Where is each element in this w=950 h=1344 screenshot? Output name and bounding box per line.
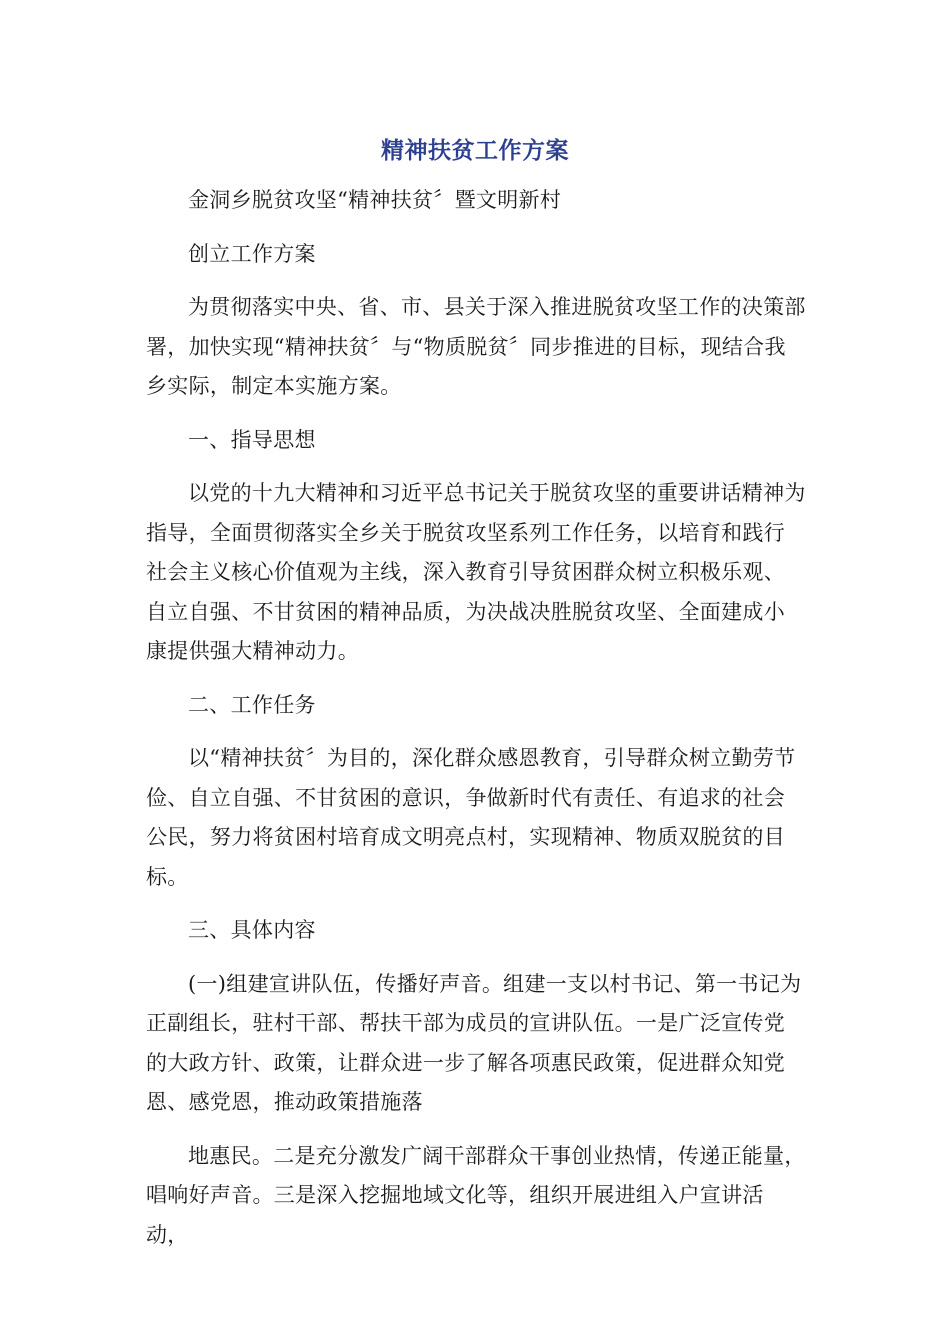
work-tasks-paragraph: 以“精神扶贫〞为目的，深化群众感恩教育，引导群众树立勤劳节俭、自立自强、不甘贫困的意识，争做新时代有责任、有追求的社会公民，努力将贫困村培育成文明亮点村，实现精神、物质双脱贫的目标。 bbox=[146, 746, 796, 889]
guiding-thought-paragraph: 以党的十九大精神和习近平总书记关于脱贫攻坚的重要讲话精神为指导，全面贯彻落实全乡关于脱贫攻坚系列工作任务，以培育和践行社会主义核心价值观为主线，深入教育引导贫困群众树立积极乐观、自立自强、不甘贫困的精神品质，为决战决胜脱贫攻坚、全面建成小康提供强大精神动力。 bbox=[146, 481, 806, 663]
subtitle-line-1: 金洞乡脱贫攻坚“精神扶贫〞暨文明新村 bbox=[188, 188, 562, 212]
section-heading-specific-content: 三、具体内容 bbox=[188, 918, 316, 942]
specific-content-paragraph-2: 地惠民。二是充分激发广阔干部群众干事创业热情，传递正能量，唱响好声音。三是深入挖掘地域文化等，组织开展进组入户宣讲活动， bbox=[146, 1143, 806, 1247]
specific-content-paragraph-1: (一)组建宣讲队伍，传播好声音。组建一支以村书记、第一书记为正副组长，驻村干部、帮扶干部为成员的宣讲队伍。一是广泛宣传党的大政方针、政策，让群众进一步了解各项惠民政策，促进群众知党恩、感党恩，推动政策措施落 bbox=[146, 971, 802, 1114]
section-heading-guiding-thought: 一、指导思想 bbox=[188, 427, 316, 452]
section-heading-work-tasks: 二、工作任务 bbox=[188, 692, 316, 717]
document-title: 精神扶贫工作方案 bbox=[381, 138, 569, 164]
subtitle-line-2: 创立工作方案 bbox=[188, 241, 316, 266]
intro-paragraph: 为贯彻落实中央、省、市、县关于深入推进脱贫攻坚工作的决策部署，加快实现“精神扶贫〞与“物质脱贫〞同步推进的目标，现结合我乡实际，制定本实施方案。 bbox=[146, 295, 806, 398]
document-body bbox=[146, 181, 806, 1269]
